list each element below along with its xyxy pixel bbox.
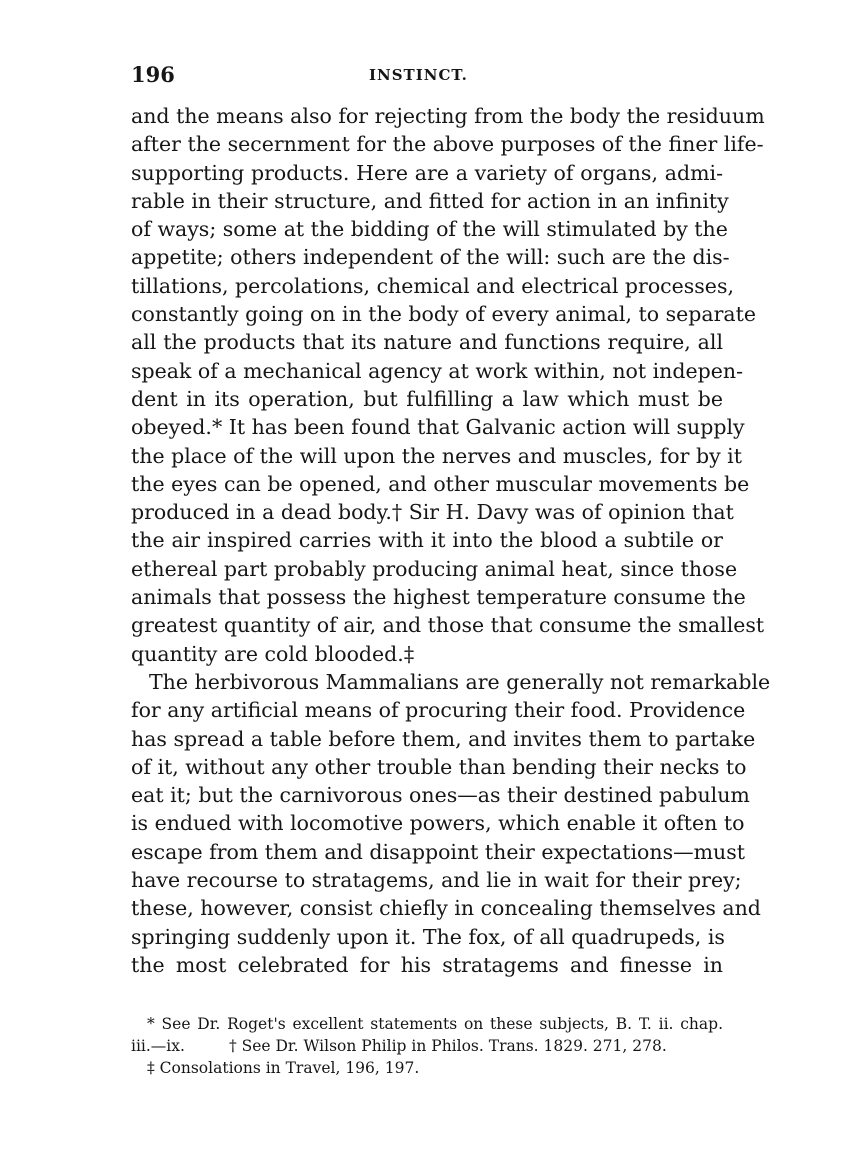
footnotes xyxy=(131,1013,723,1079)
text-line: springing suddenly upon it. The fox, of all quadrupeds, is xyxy=(131,924,725,949)
text-line: the place of the will upon the nerves and muscles, for by it xyxy=(131,443,742,468)
page-number: 196 xyxy=(131,62,175,87)
footnote-2: † See Dr. Wilson Philip in Philos. Trans. 1829. 271, 278. xyxy=(228,1037,667,1055)
body-text xyxy=(131,102,771,979)
text-line: for any artificial means of procuring their food. Providence xyxy=(131,698,746,723)
footnote-1-2-line xyxy=(131,1035,723,1057)
text-line: escape from them and disappoint their expectations—must xyxy=(131,839,746,864)
page-header xyxy=(131,62,723,92)
text-line: eat it; but the carnivorous ones—as their destined pabulum xyxy=(131,783,750,808)
text-line: supporting products. Here are a variety of organs, admi- xyxy=(131,160,723,185)
text-line: of ways; some at the bidding of the will stimulated by the xyxy=(131,217,728,242)
text-line-paragraph-end: quantity are cold blooded.‡ xyxy=(131,641,415,666)
text-line: all the products that its nature and functions require, all xyxy=(131,330,723,355)
text-line: after the secernment for the above purposes of the finer life- xyxy=(131,132,764,157)
text-line: have recourse to stratagems, and lie in wait for their prey; xyxy=(131,868,742,893)
text-line: ethereal part probably producing animal heat, since those xyxy=(131,556,738,581)
text-line: constantly going on in the body of every animal, to separate xyxy=(131,302,756,327)
footnote-1-line-2: iii.—ix. xyxy=(131,1037,185,1055)
footnote-3: ‡ Consolations in Travel, 196, 197. xyxy=(147,1059,420,1077)
text-line: of it, without any other trouble than bending their necks to xyxy=(131,754,747,779)
text-line: speak of a mechanical agency at work within, not indepen- xyxy=(131,358,744,383)
text-line-paragraph-start: The herbivorous Mammalians are generally not remarkable xyxy=(149,669,771,694)
running-title: INSTINCT. xyxy=(369,66,468,84)
text-line: rable in their structure, and fitted for action in an infinity xyxy=(131,188,729,213)
text-line: produced in a dead body.† Sir H. Davy was of opinion that xyxy=(131,500,734,525)
text-line: dent in its operation, but fulfilling a law which must be xyxy=(131,386,723,411)
text-line: the air inspired carries with it into the blood a subtile or xyxy=(131,528,723,553)
text-line: the most celebrated for his stratagems and finesse in xyxy=(131,952,723,977)
text-line: these, however, consist chiefly in concealing themselves and xyxy=(131,896,761,921)
text-line: appetite; others independent of the will: such are the dis- xyxy=(131,245,730,270)
text-line: greatest quantity of air, and those that consume the smallest xyxy=(131,613,765,638)
footnote-1-line-1: * See Dr. Roget's excellent statements on these subjects, B. T. ii. chap. xyxy=(147,1015,723,1033)
text-line: obeyed.* It has been found that Galvanic action will supply xyxy=(131,415,745,440)
text-line: animals that possess the highest temperature consume the xyxy=(131,585,746,610)
text-line: the eyes can be opened, and other muscular movements be xyxy=(131,471,750,496)
text-line: is endued with locomotive powers, which enable it often to xyxy=(131,811,745,836)
text-line: has spread a table before them, and invites them to partake xyxy=(131,726,756,751)
text-line: tillations, percolations, chemical and electrical processes, xyxy=(131,273,734,298)
text-line: and the means also for rejecting from the body the residuum xyxy=(131,104,765,128)
